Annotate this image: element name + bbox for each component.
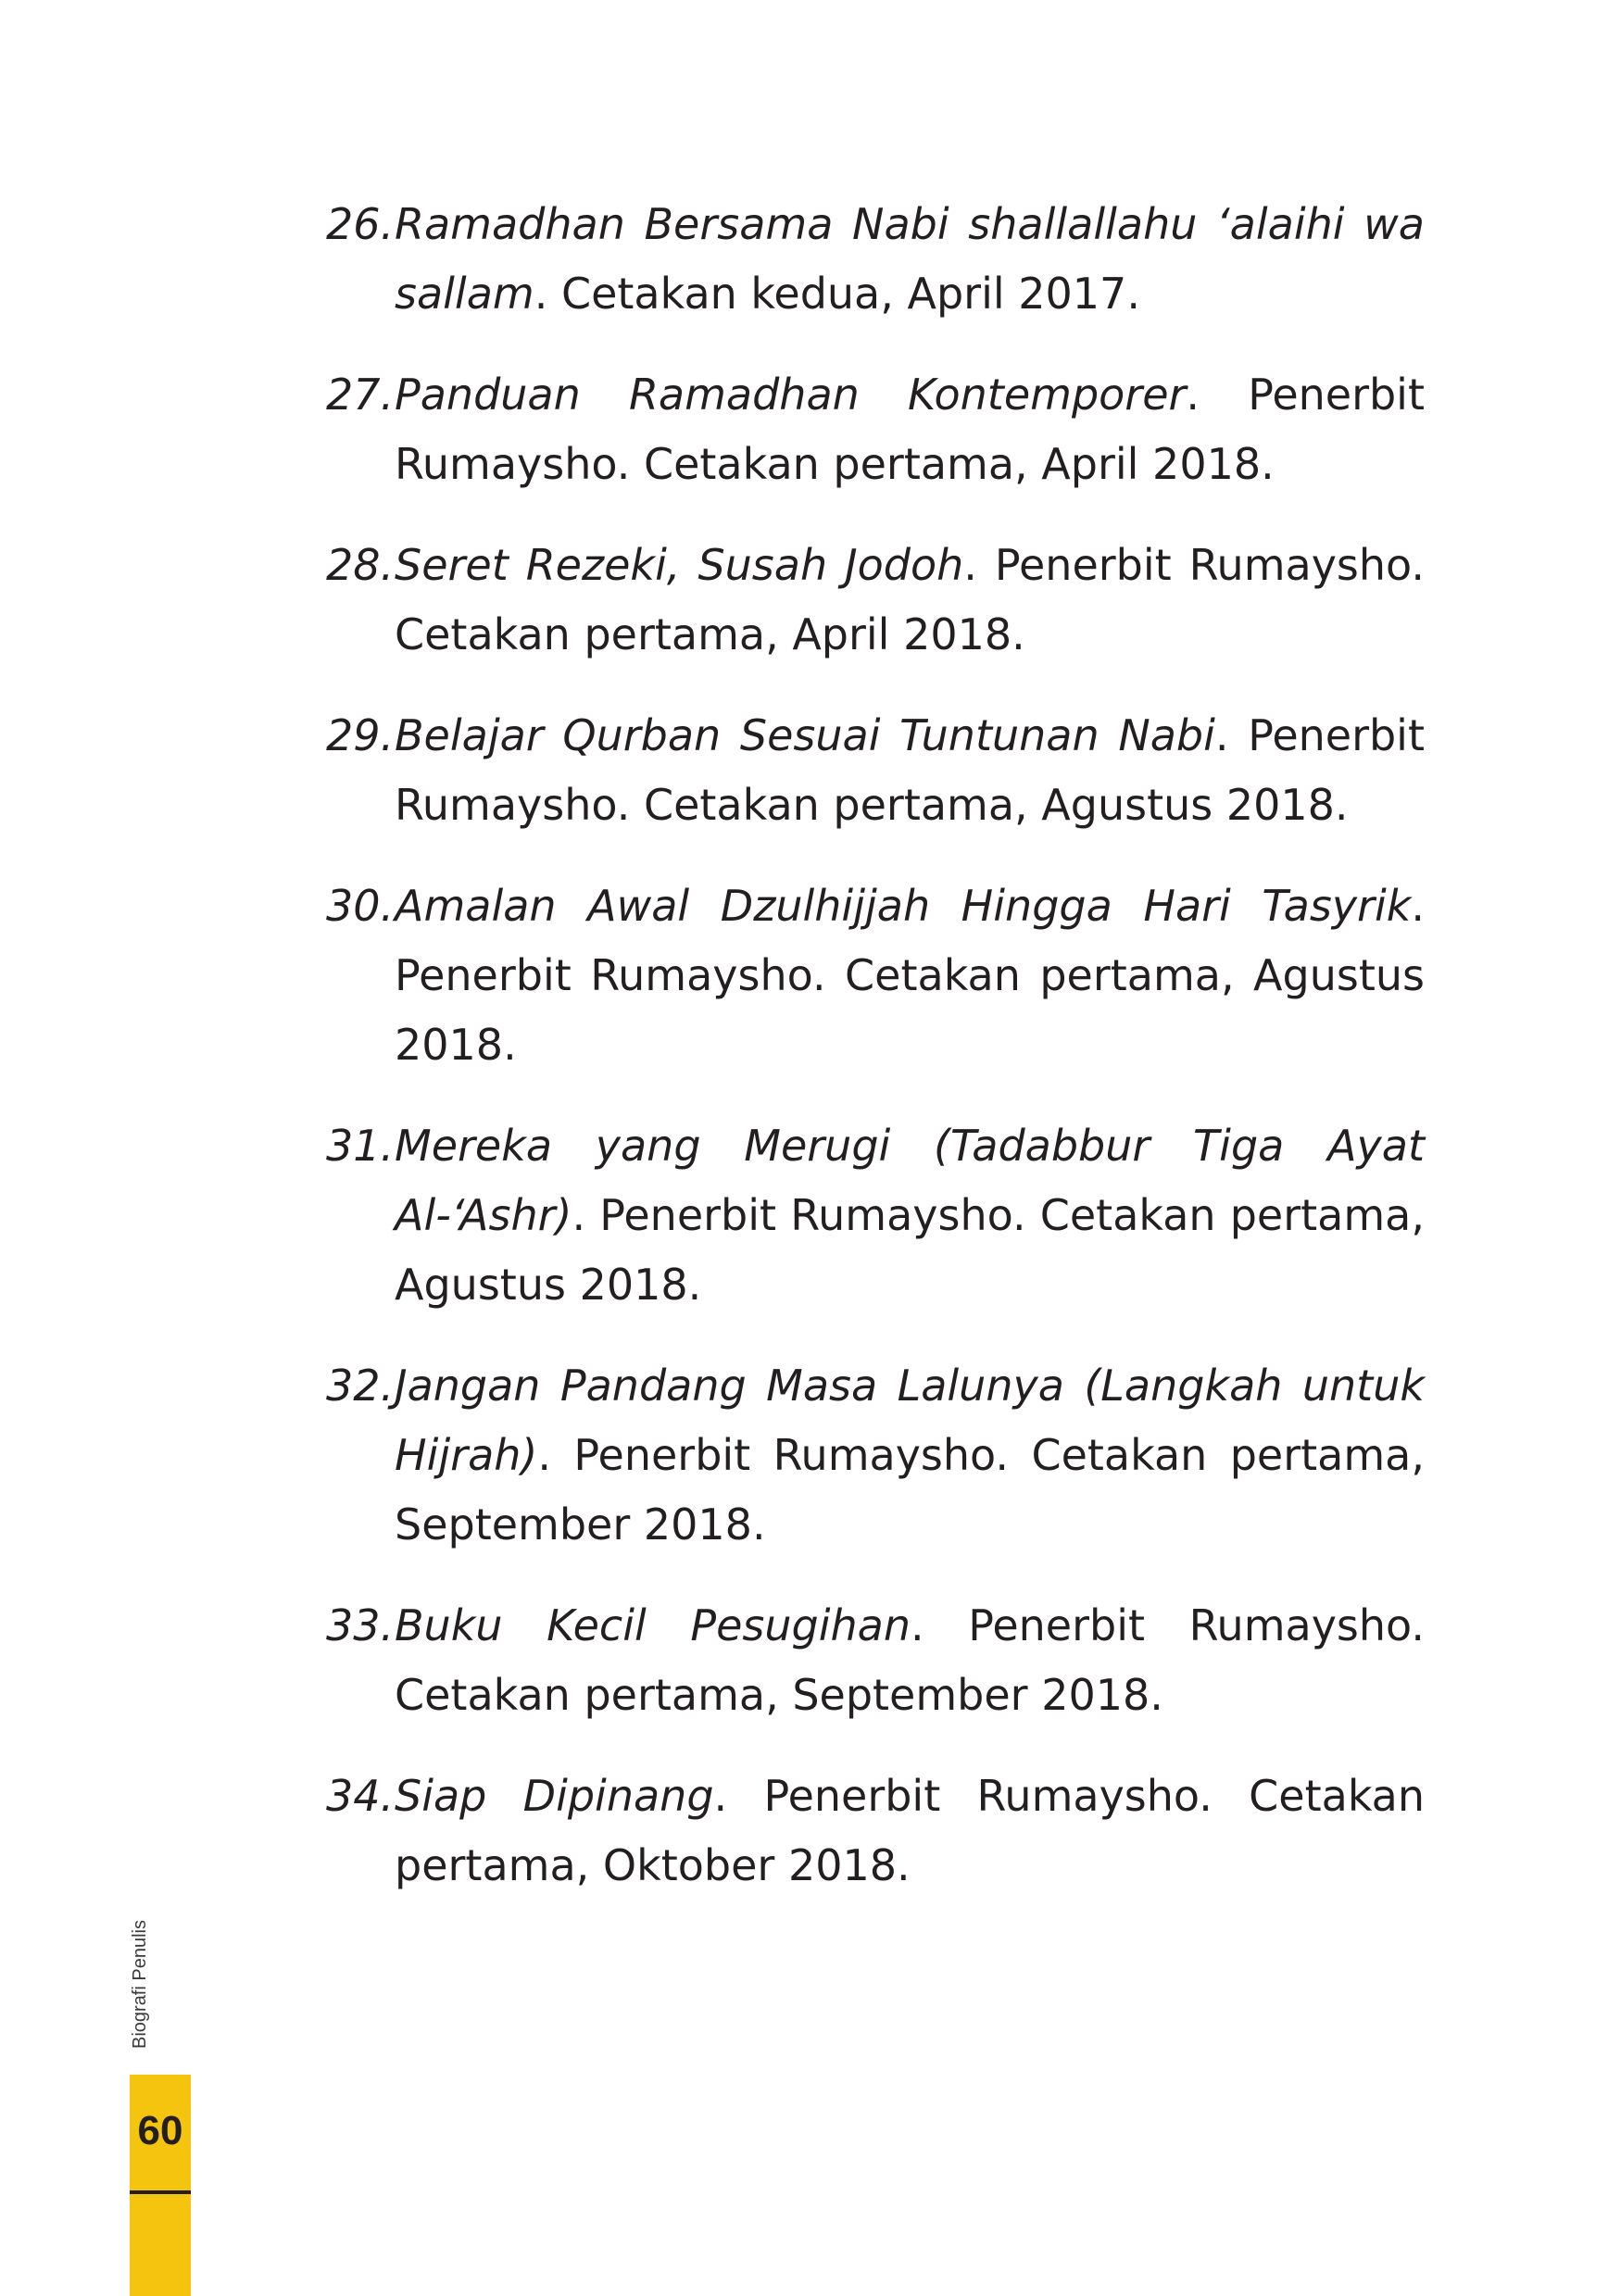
book-details: . Penerbit Rumaysho. Cetakan pertama, September 2018. xyxy=(395,1430,1425,1549)
book-item xyxy=(326,1591,1425,1730)
book-title: Buku Kecil Pesugihan xyxy=(395,1600,911,1650)
book-number: 33. xyxy=(326,1600,395,1650)
book-item xyxy=(326,1111,1425,1320)
page-number-tab xyxy=(130,2075,191,2296)
book-details: . Penerbit Rumaysho. Cetakan pertama, September 2018. xyxy=(395,1600,1425,1720)
page-number: 60 xyxy=(137,2108,183,2153)
book-item xyxy=(326,190,1425,329)
book-number: 30. xyxy=(326,881,395,931)
book-item xyxy=(326,872,1425,1080)
book-number: 29. xyxy=(326,710,395,760)
book-details: . Penerbit Rumaysho. Cetakan pertama, Oktober 2018. xyxy=(395,1771,1425,1890)
book-title: Belajar Qurban Sesuai Tuntunan Nabi xyxy=(395,710,1215,760)
book-details: . Penerbit Rumaysho. Cetakan pertama, Agustus 2018. xyxy=(395,881,1425,1070)
section-side-label: Biografi Penulis xyxy=(130,1920,150,2049)
book-details: . Penerbit Rumaysho. Cetakan pertama, April 2018. xyxy=(395,370,1426,489)
book-title: Amalan Awal Dzulhijjah Hingga Hari Tasyrik xyxy=(395,881,1412,931)
book-item xyxy=(326,701,1425,840)
book-title: Panduan Ramadhan Kontemporer xyxy=(395,370,1187,420)
book-title: Mereka yang Merugi (Tadabbur Tiga Ayat Al-‘Ashr) xyxy=(395,1121,1425,1240)
book-list xyxy=(326,190,1425,1932)
book-item xyxy=(326,531,1425,670)
book-details: . Penerbit Rumaysho. Cetakan pertama, Agustus 2018. xyxy=(395,1190,1425,1310)
book-item xyxy=(326,360,1425,499)
book-details: . Cetakan kedua, April 2017. xyxy=(534,269,1140,319)
book-item xyxy=(326,1351,1425,1560)
book-number: 28. xyxy=(326,540,395,590)
book-number: 27. xyxy=(326,370,395,420)
book-title: Seret Rezeki, Susah Jodoh xyxy=(395,540,964,590)
book-item xyxy=(326,1762,1425,1901)
book-title: Siap Dipinang xyxy=(395,1771,714,1821)
book-details: . Penerbit Rumaysho. Cetakan pertama, Agustus 2018. xyxy=(395,710,1425,830)
book-number: 31. xyxy=(326,1121,395,1171)
book-number: 34. xyxy=(326,1771,395,1821)
book-title: Jangan Pandang Masa Lalunya (Langkah untuk Hijrah) xyxy=(395,1361,1425,1480)
book-title: Ramadhan Bersama Nabi shallallahu ‘alaihi wa sallam xyxy=(395,199,1425,319)
book-number: 32. xyxy=(326,1361,395,1411)
book-number: 26. xyxy=(326,199,395,249)
page-number-underline xyxy=(130,2190,191,2194)
book-details: . Penerbit Rumaysho. Cetakan pertama, April 2018. xyxy=(395,540,1426,659)
